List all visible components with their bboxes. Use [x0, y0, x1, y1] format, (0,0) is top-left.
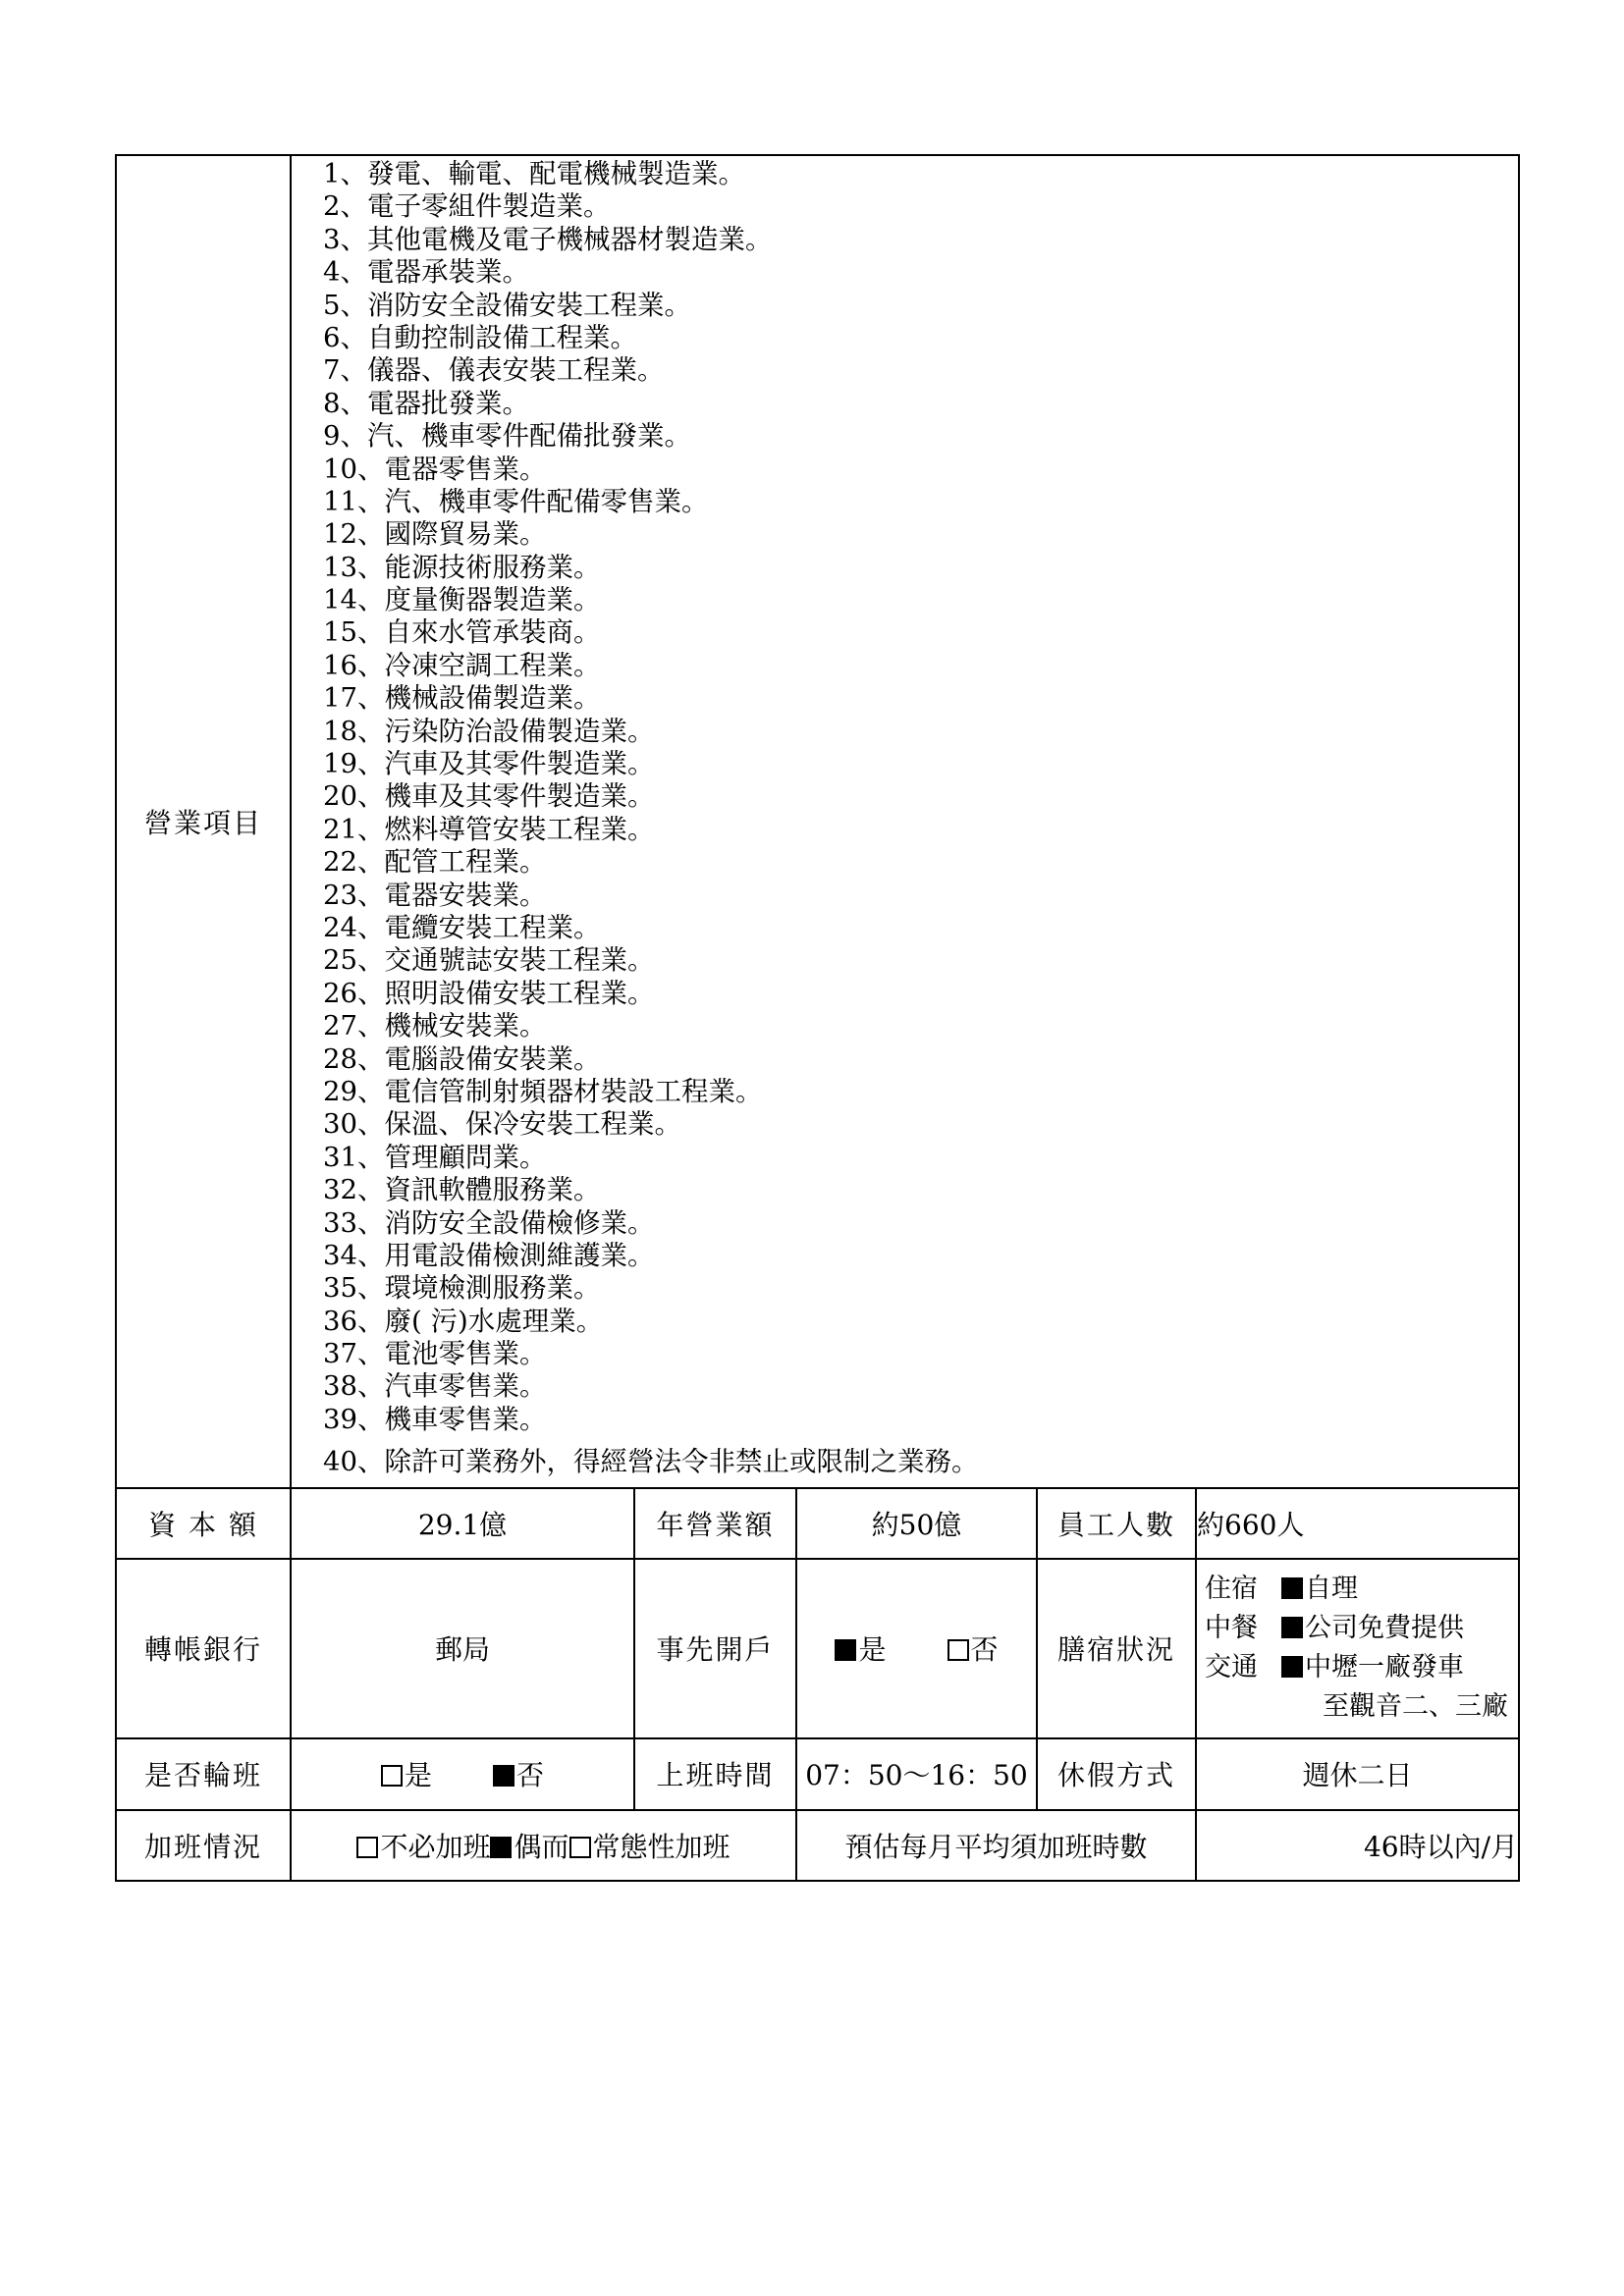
business-item: 26、照明設備安裝工程業。: [323, 977, 655, 1009]
shift-option-no[interactable]: 否: [493, 1754, 544, 1793]
checkbox-unchecked[interactable]: [569, 1837, 591, 1858]
business-item: 12、國際貿易業。: [323, 518, 547, 551]
overtime-option-occasional[interactable]: 偶而: [490, 1826, 568, 1865]
overtime-estimate-label: 預估每月平均須加班時數: [796, 1810, 1196, 1881]
business-item: 10、電器零售業。: [323, 453, 547, 485]
revenue-value: 約50億: [796, 1488, 1037, 1559]
capital-value: 29.1億: [291, 1488, 634, 1559]
business-item: 5、消防安全設備安裝工程業。: [323, 289, 691, 321]
business-item: 8、電器批發業。: [323, 387, 529, 419]
meals-lodging-cell: [1196, 1559, 1519, 1738]
business-items-cell: [291, 155, 1519, 1488]
checkbox-unchecked[interactable]: [356, 1837, 378, 1858]
business-item: 33、消防安全設備檢修業。: [323, 1206, 655, 1239]
overtime-options: [291, 1810, 796, 1881]
bank-value: 郵局: [291, 1559, 634, 1738]
pre-account-options: [796, 1559, 1037, 1738]
overtime-label: 加班情況: [116, 1810, 291, 1881]
business-item: 2、電子零組件製造業。: [323, 190, 611, 223]
business-item: 38、汽車零售業。: [323, 1370, 547, 1403]
business-item: 3、其他電機及電子機械器材製造業。: [323, 223, 773, 255]
capital-row: [116, 1488, 1519, 1559]
business-item: 13、能源技術服務業。: [323, 551, 601, 583]
business-item: 29、電信管制射頻器材裝設工程業。: [323, 1075, 763, 1107]
business-item: 11、汽、機車零件配備零售業。: [323, 485, 709, 517]
transport-continuation: 至觀音二、三廠: [1323, 1691, 1509, 1723]
checkbox-checked[interactable]: [493, 1765, 514, 1787]
business-item: 20、機車及其零件製造業。: [323, 780, 655, 813]
bank-row: [116, 1559, 1519, 1738]
business-item: 37、電池零售業。: [323, 1338, 547, 1370]
company-info-table: [115, 154, 1520, 1882]
business-item: 9、汽、機車零件配備批發業。: [323, 420, 691, 453]
checkbox-checked[interactable]: [835, 1639, 856, 1661]
business-item: 34、用電設備檢測維護業。: [323, 1239, 655, 1271]
business-item: 31、管理顧問業。: [323, 1141, 547, 1173]
business-items-list: [292, 156, 1518, 1487]
shift-options: [291, 1738, 634, 1810]
work-hours-value: 07：50～16：50: [796, 1738, 1037, 1810]
meals-lodging-label: 膳宿狀況: [1037, 1559, 1196, 1738]
business-item: 27、機械安裝業。: [323, 1010, 547, 1042]
checkbox-checked[interactable]: [1281, 1577, 1303, 1599]
business-items-label: 營業項目: [116, 155, 291, 1488]
business-item: 4、電器承裝業。: [323, 256, 529, 289]
employees-label: 員工人數: [1037, 1488, 1196, 1559]
business-item: 23、電器安裝業。: [323, 879, 547, 911]
business-item: 6、自動控制設備工程業。: [323, 321, 637, 353]
overtime-estimate-value: 46時以內/月: [1196, 1810, 1519, 1881]
business-item: 30、保溫、保冷安裝工程業。: [323, 1108, 681, 1141]
holiday-value: 週休二日: [1196, 1738, 1519, 1810]
business-item: 35、環境檢測服務業。: [323, 1272, 601, 1305]
shift-label: 是否輪班: [116, 1738, 291, 1810]
capital-label: 資 本 額: [116, 1488, 291, 1559]
business-item: 19、汽車及其零件製造業。: [323, 748, 655, 780]
checkbox-checked[interactable]: [1281, 1617, 1303, 1638]
revenue-label: 年營業額: [634, 1488, 796, 1559]
business-item: 36、廢( 污)水處理業。: [323, 1305, 604, 1337]
business-item: 25、交通號誌安裝工程業。: [323, 944, 655, 977]
business-item: 17、機械設備製造業。: [323, 682, 601, 715]
business-item: 18、污染防治設備製造業。: [323, 715, 655, 747]
pre-account-option-yes[interactable]: 是: [835, 1629, 886, 1668]
checkbox-checked[interactable]: [1281, 1656, 1303, 1678]
checkbox-checked[interactable]: [490, 1837, 512, 1858]
business-item: 1、發電、輸電、配電機械製造業。: [323, 158, 745, 189]
lodging-line: 住宿 自理: [1205, 1574, 1358, 1605]
business-item: 16、冷凍空調工程業。: [323, 649, 601, 681]
business-item: 40、除許可業務外，得經營法令非禁止或限制之業務。: [323, 1446, 979, 1478]
business-item: 32、資訊軟體服務業。: [323, 1174, 601, 1206]
overtime-option-none[interactable]: 不必加班: [356, 1826, 490, 1865]
business-item: 28、電腦設備安裝業。: [323, 1042, 601, 1075]
lunch-line: 中餐 公司免費提供: [1205, 1613, 1464, 1644]
bank-label: 轉帳銀行: [116, 1559, 291, 1738]
business-items-row: [116, 155, 1519, 1488]
pre-account-label: 事先開戶: [634, 1559, 796, 1738]
business-item: 39、機車零售業。: [323, 1403, 547, 1435]
checkbox-unchecked[interactable]: [381, 1765, 403, 1787]
shift-row: [116, 1738, 1519, 1810]
checkbox-unchecked[interactable]: [947, 1639, 969, 1661]
transport-line: 交通 中壢一廠發車: [1205, 1652, 1464, 1683]
pre-account-option-no[interactable]: 否: [947, 1629, 999, 1668]
business-item: 14、度量衡器製造業。: [323, 584, 601, 616]
overtime-option-regular[interactable]: 常態性加班: [569, 1826, 731, 1865]
employees-value: 約660人: [1196, 1488, 1519, 1559]
overtime-row: [116, 1810, 1519, 1881]
work-hours-label: 上班時間: [634, 1738, 796, 1810]
holiday-label: 休假方式: [1037, 1738, 1196, 1810]
business-item: 21、燃料導管安裝工程業。: [323, 813, 655, 845]
business-item: 24、電纜安裝工程業。: [323, 911, 601, 943]
business-item: 22、配管工程業。: [323, 846, 547, 879]
shift-option-yes[interactable]: 是: [381, 1754, 432, 1793]
business-item: 15、自來水管承裝商。: [323, 616, 601, 649]
business-item: 7、儀器、儀表安裝工程業。: [323, 354, 665, 387]
